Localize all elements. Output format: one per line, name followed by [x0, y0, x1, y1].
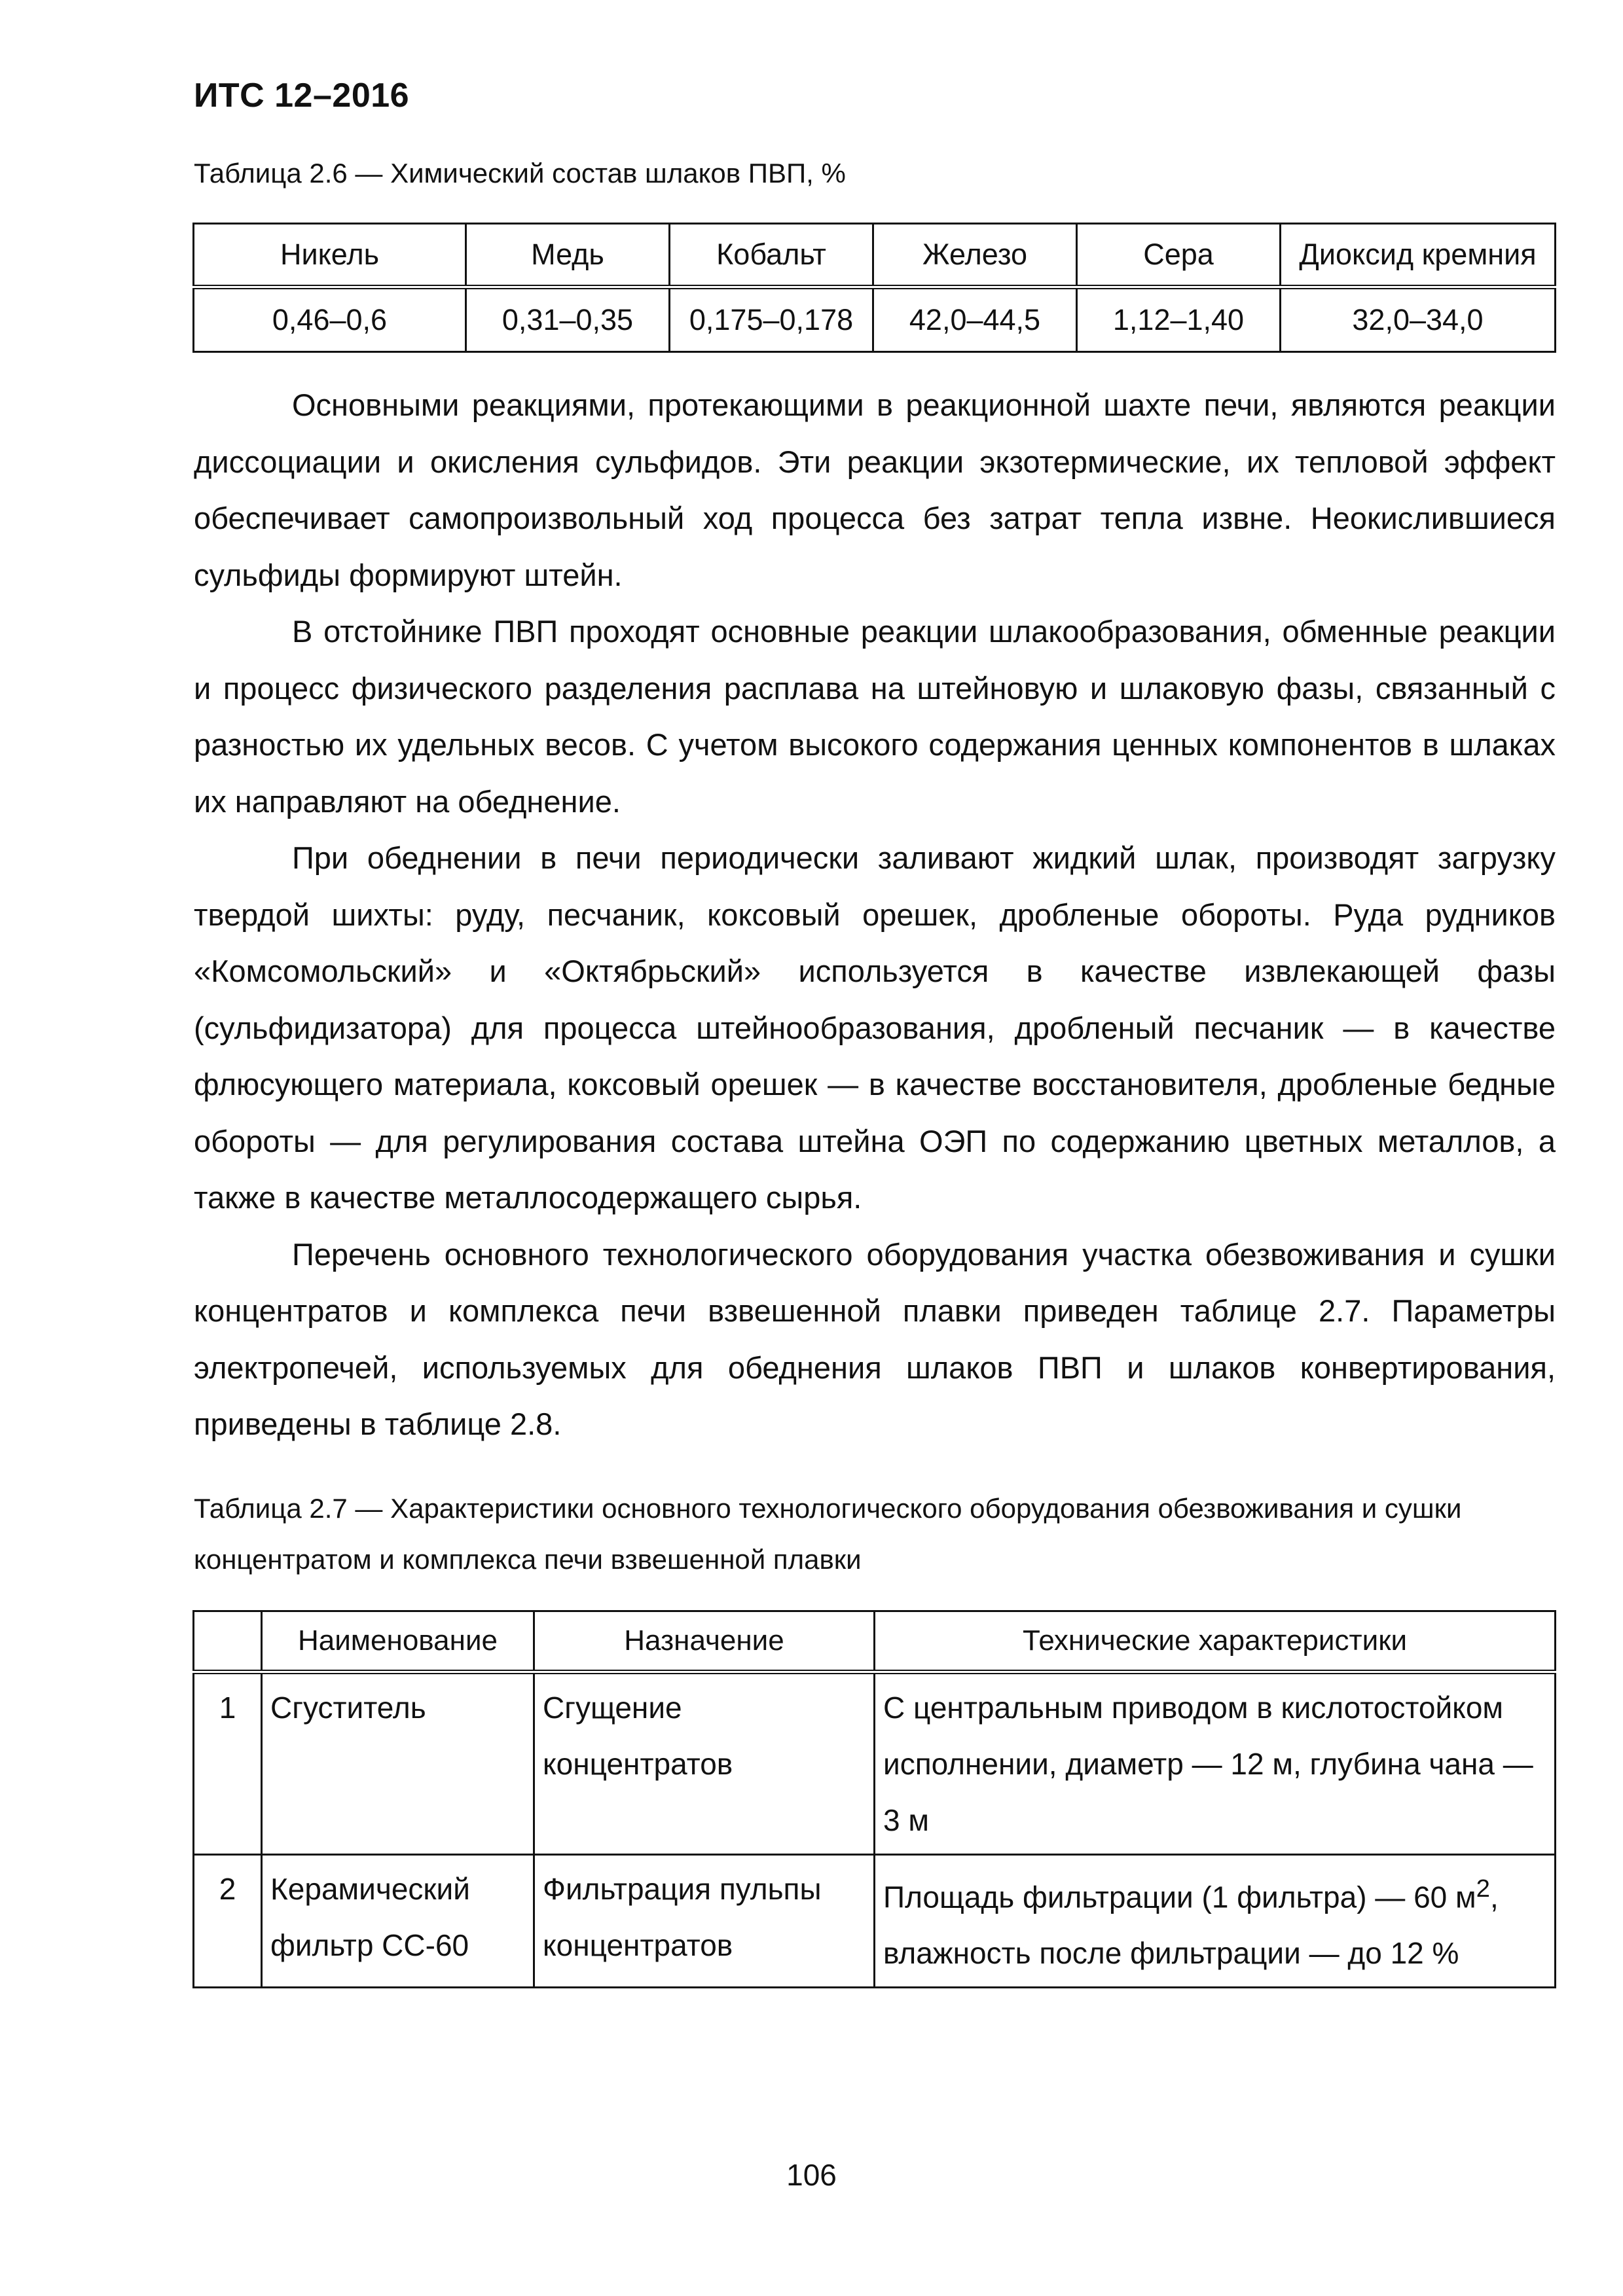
table-2-7 — [192, 1610, 1556, 1988]
page-number: 106 — [786, 2158, 837, 2192]
table-row — [194, 287, 1556, 352]
equipment-specs: С центральным приводом в кислотостойком исполнении, диаметр — 12 м, глубина чана — 3 м — [875, 1672, 1556, 1855]
specs-superscript: 2 — [1476, 1874, 1490, 1903]
paragraph: При обеднении в печи периодически заливают жидкий шлак, производят загрузку твердой шихты: руду, песчаник, коксовый орешек, дробленые обороты. Руда рудников «Комсомольский» и «Октябрьский» используется в качестве извлекающей фазы (сульфидизатора) для процесса штейнообразования, дробленый песчаник — в качестве флюсующего материала, коксовый орешек — в качестве восстановителя, дробленые бедные обороты — для регулирования состава штейна ОЭП по содержанию цветных металлов, а также в качестве металлосодержащего сырья. — [194, 840, 1556, 1215]
equipment-specs — [875, 1855, 1556, 1988]
paragraph: Перечень основного технологического оборудования участка обезвоживания и сушки концентратов и комплекса печи взвешенной плавки приведен таблице 2.7. Параметры электропечей, используемых для обеднения шлаков ПВП и шлаков конвертирования, приведены в таблице 2.8. — [194, 1236, 1556, 1441]
equipment-purpose: Фильтрация пульпы концентратов — [534, 1855, 875, 1988]
equipment-name: Керамический фильтр СС-60 — [262, 1855, 534, 1988]
table-cell: 32,0–34,0 — [1281, 287, 1556, 352]
row-number: 1 — [194, 1672, 262, 1855]
specs-text: Площадь фильтрации (1 фильтра) — 60 м — [883, 1880, 1476, 1914]
table-header-cell: Сера — [1077, 224, 1281, 287]
table-header-cell: Медь — [466, 224, 670, 287]
table-row — [194, 1855, 1556, 1988]
table-cell: 0,31–0,35 — [466, 287, 670, 352]
table-cell: 1,12–1,40 — [1077, 287, 1281, 352]
table-header-cell: Назначение — [534, 1611, 875, 1672]
table-header-cell: Никель — [194, 224, 466, 287]
table-header-cell: Наименование — [262, 1611, 534, 1672]
specs-text: , влажность после фильтрации — до 12 % — [883, 1880, 1499, 1971]
equipment-purpose: Сгущение концентратов — [534, 1672, 875, 1855]
table-2-6 — [192, 223, 1556, 353]
table-header-cell: Железо — [873, 224, 1077, 287]
table-2-6-header-row — [194, 224, 1556, 287]
table-row — [194, 1672, 1556, 1855]
table-2-7-caption: Таблица 2.7 — Характеристики основного технологического оборудования обезвоживания и сушки концентратом и комплекса печи взвешенной плавки — [194, 1493, 1462, 1575]
table-2-6-caption: Таблица 2.6 — Химический состав шлаков ПВП, % — [194, 158, 846, 188]
table-header-cell: Диоксид кремния — [1281, 224, 1556, 287]
paragraph: В отстойнике ПВП проходят основные реакции шлакообразования, обменные реакции и процесс физического разделения расплава на штейновую и шлаковую фазы, связанный с разностью их удельных весов. С учетом высокого содержания ценных компонентов в шлаках их направляют на обеднение. — [194, 614, 1556, 819]
row-number: 2 — [194, 1855, 262, 1988]
table-cell: 42,0–44,5 — [873, 287, 1077, 352]
table-header-cell: Кобальт — [670, 224, 873, 287]
body-text — [194, 377, 1556, 1453]
table-2-7-header-row — [194, 1611, 1556, 1672]
table-cell: 0,46–0,6 — [194, 287, 466, 352]
document-code: ИТС 12–2016 — [194, 77, 410, 115]
table-header-cell — [194, 1611, 262, 1672]
paragraph: Основными реакциями, протекающими в реакционной шахте печи, являются реакции диссоциации и окисления сульфидов. Эти реакции экзотермические, их тепловой эффект обеспечивает самопроизвольный ход процесса без затрат тепла извне. Неокислившиеся сульфиды формируют штейн. — [194, 387, 1556, 592]
table-header-cell: Технические характеристики — [875, 1611, 1556, 1672]
equipment-name: Сгуститель — [262, 1672, 534, 1855]
table-cell: 0,175–0,178 — [670, 287, 873, 352]
